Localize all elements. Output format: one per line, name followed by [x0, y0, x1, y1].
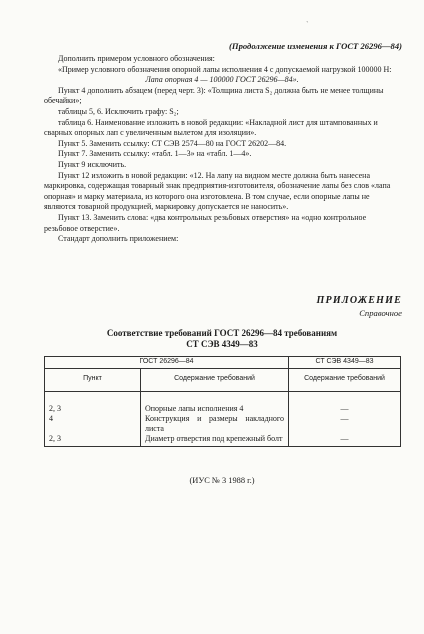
header-point: Пункт	[45, 368, 141, 391]
amendment-body	[44, 54, 400, 245]
header-st-sev: СТ СЭВ 4349—83	[289, 357, 401, 369]
cell-point: 4	[45, 414, 141, 434]
appendix-subtitle: Справочное	[359, 307, 402, 318]
cell-point: 2, 3	[45, 434, 141, 447]
cell-sev: —	[289, 391, 401, 414]
cell-sev: —	[289, 434, 401, 447]
table-row	[45, 414, 401, 434]
cell-requirement: Диаметр отверстия под крепежный болт	[141, 434, 289, 447]
appendix-label	[280, 296, 402, 318]
paragraph-point-12: Пункт 12 изложить в новой редакции: «12. На лапу на видном месте должна быть нанесена маркировка, содержащая товарный знак предприятия-изготовителя, обозначение лапы без слов «лапа опорная» и марку материала, из которого она изготовлена. В том случае, если опорные лапы не являются товарной продукцией, маркировку допускается не наносить».	[44, 170, 391, 212]
continuation-header: (Продолжение изменения к ГОСТ 26296—84)	[229, 41, 402, 51]
table-row	[45, 434, 401, 447]
paragraph-point-5: Пункт 5. Заменить ссылку: СТ СЭВ 2574—80 на ГОСТ 26202—84.	[58, 138, 287, 148]
paragraph-designation: Лапа опорная 4 — 100000 ГОСТ 26296—84».	[145, 75, 299, 85]
paragraph-appendix-intro: Стандарт дополнить приложением:	[58, 234, 179, 244]
paragraph-tables-5-6: таблицы 5, 6. Исключить графу: S₂;	[58, 106, 179, 116]
paragraph-example-text: «Пример условного обозначения опорной лапы исполнения 4 с допускаемой нагрузкой 100000 Н:	[58, 64, 392, 74]
paragraph-table-6: таблица 6. Наименование изложить в новой редакции: «Накладной лист для штампованных и сварных опорных лап с увеличенным вылетом для изоляции».	[44, 117, 378, 138]
cell-requirement: Конструкция и размеры накладного листа	[141, 414, 289, 434]
header-requirements-sev: Содержание требований	[289, 368, 401, 391]
appendix-title: ПРИЛОЖЕНИЕ	[316, 295, 402, 306]
cell-sev: —	[289, 414, 401, 434]
cell-point: 2, 3	[45, 391, 141, 414]
paragraph-point-9: Пункт 9 исключить.	[58, 159, 127, 169]
paragraph-point-4: Пункт 4 дополнить абзацем (перед черт. 3): «Толщина листа S₂ должна быть не менее толщины обечайки»;	[44, 85, 384, 106]
ius-reference: (ИУС № 3 1988 г.)	[189, 476, 255, 485]
header-gost: ГОСТ 26296—84	[45, 357, 289, 369]
paragraph-example-intro: Дополнить примером условного обозначения:	[58, 54, 215, 63]
scan-mark: `	[306, 20, 309, 29]
paragraph-point-13: Пункт 13. Заменить слова: «два контрольных резьбовых отверстия» на «одно контрольное резьбовое отверстие».	[44, 212, 367, 233]
header-requirements: Содержание требований	[141, 368, 289, 391]
table-title-line-2: СТ СЭВ 4349—83	[186, 339, 258, 349]
paragraph-point-7: Пункт 7. Заменить ссылку: «табл. 1—3» на «табл. 1—4».	[58, 149, 252, 159]
cell-requirement: Опорные лапы исполнения 4	[141, 391, 289, 414]
table-title-line-1: Соответствие требований ГОСТ 26296—84 требованиям	[106, 328, 338, 338]
table-row	[45, 391, 401, 414]
table-title	[44, 328, 400, 350]
correspondence-table	[44, 356, 401, 447]
